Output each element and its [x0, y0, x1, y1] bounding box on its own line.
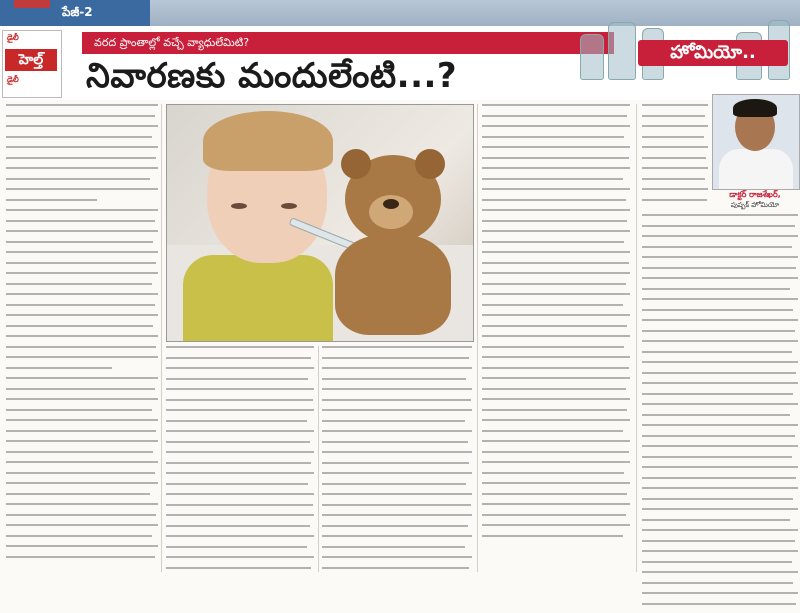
article-column-4 — [482, 104, 630, 545]
article-column-2 — [166, 346, 314, 577]
kicker-line: వరద ప్రాంతాల్లో వచ్చే వ్యాధులేమిటి? — [82, 32, 614, 54]
column-5-upper-text-placeholder — [642, 104, 708, 201]
homeo-tag: హోమియో.. — [638, 40, 788, 66]
headline: నివారణకు మందులేంటి...? — [86, 56, 458, 96]
badge-stripe — [14, 0, 50, 8]
article-column-5 — [642, 104, 708, 209]
teddy-nose — [383, 199, 399, 209]
child-eye — [231, 203, 247, 209]
column-4-text-placeholder — [482, 104, 630, 537]
teddy-body — [335, 235, 451, 335]
teddy-ear — [341, 149, 371, 179]
sick-child-photo — [166, 104, 474, 342]
column-3-text-placeholder — [322, 346, 472, 569]
article-column-1 — [6, 104, 158, 566]
logo-top-text: డైలీ — [7, 33, 19, 42]
doctor-coat — [719, 149, 793, 189]
column-divider — [636, 104, 637, 572]
doctor-title: పుష్పక్ హోమియో — [730, 201, 780, 209]
teddy-ear — [415, 149, 445, 179]
teddy-bear — [327, 155, 457, 335]
child-hair — [203, 111, 333, 171]
article-column-3 — [322, 346, 472, 577]
column-2-text-placeholder — [166, 346, 314, 569]
article-column-5-lower — [642, 214, 798, 613]
column-5-lower-text-placeholder — [642, 214, 798, 605]
logo-middle-text: హెల్త్ — [5, 49, 57, 71]
bottle — [608, 22, 636, 80]
page-number-badge — [0, 0, 150, 26]
child-eye — [281, 203, 297, 209]
doctor-hair — [733, 99, 777, 117]
doctor-photo — [712, 94, 800, 190]
logo-bottom-text: డైలీ — [7, 75, 19, 84]
daily-health-logo — [2, 30, 62, 98]
column-1-text-placeholder — [6, 104, 158, 558]
column-divider — [161, 104, 162, 572]
child-body — [183, 255, 333, 342]
page-number: పేజీ-2 — [62, 5, 93, 19]
doctor-name: డాక్టర్ రాజశేఖర్, — [729, 190, 781, 199]
column-divider — [477, 104, 478, 572]
bottle — [580, 34, 604, 80]
column-divider — [318, 346, 319, 572]
